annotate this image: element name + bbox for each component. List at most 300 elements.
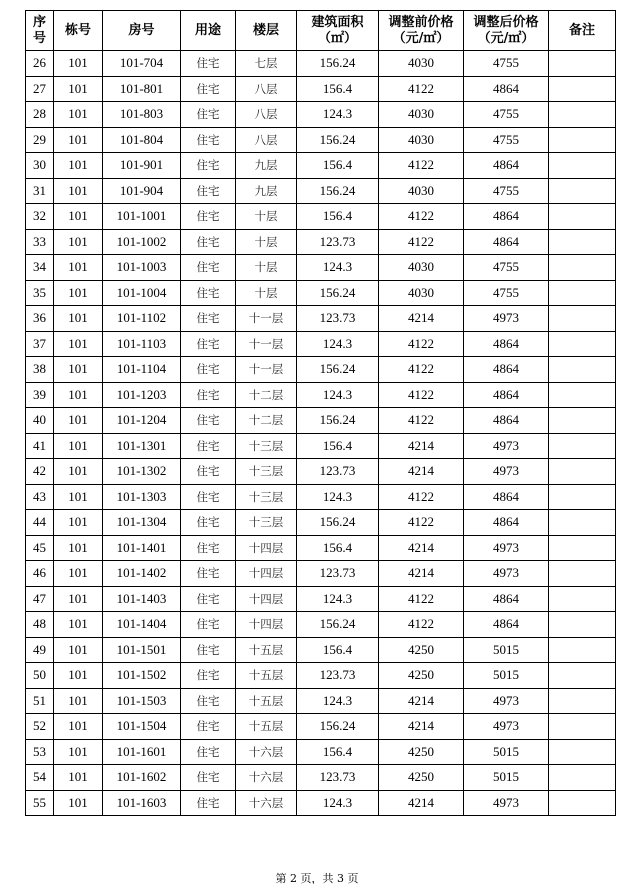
header-room <box>103 11 181 51</box>
cell-building: 101 <box>54 586 103 612</box>
cell-floor: 十三层 <box>236 433 297 459</box>
cell-seq: 48 <box>26 612 54 638</box>
cell-price-after: 5015 <box>464 637 549 663</box>
cell-price-after: 4864 <box>464 76 549 102</box>
cell-remark <box>549 357 616 383</box>
cell-building: 101 <box>54 280 103 306</box>
cell-building: 101 <box>54 331 103 357</box>
table-row <box>26 484 616 510</box>
cell-building: 101 <box>54 765 103 791</box>
cell-building: 101 <box>54 459 103 485</box>
cell-room: 101-901 <box>103 153 181 179</box>
cell-building: 101 <box>54 612 103 638</box>
cell-price-before: 4250 <box>379 637 464 663</box>
cell-floor: 十三层 <box>236 510 297 536</box>
cell-building: 101 <box>54 408 103 434</box>
cell-building: 101 <box>54 739 103 765</box>
cell-room: 101-1204 <box>103 408 181 434</box>
cell-room: 101-1602 <box>103 765 181 791</box>
cell-building: 101 <box>54 535 103 561</box>
cell-room: 101-1502 <box>103 663 181 689</box>
cell-use: 住宅 <box>181 280 236 306</box>
table-row <box>26 229 616 255</box>
cell-price-before: 4122 <box>379 76 464 102</box>
cell-price-after: 4864 <box>464 586 549 612</box>
cell-floor: 十五层 <box>236 688 297 714</box>
table-row <box>26 688 616 714</box>
cell-use: 住宅 <box>181 561 236 587</box>
cell-seq: 50 <box>26 663 54 689</box>
cell-use: 住宅 <box>181 408 236 434</box>
cell-price-after: 4864 <box>464 382 549 408</box>
cell-room: 101-1603 <box>103 790 181 816</box>
cell-area: 156.24 <box>297 612 379 638</box>
cell-floor: 十六层 <box>236 739 297 765</box>
cell-use: 住宅 <box>181 382 236 408</box>
cell-seq: 47 <box>26 586 54 612</box>
cell-building: 101 <box>54 433 103 459</box>
cell-floor: 十六层 <box>236 765 297 791</box>
cell-use: 住宅 <box>181 612 236 638</box>
table-row <box>26 357 616 383</box>
cell-building: 101 <box>54 790 103 816</box>
cell-price-before: 4122 <box>379 408 464 434</box>
cell-seq: 54 <box>26 765 54 791</box>
table-row <box>26 433 616 459</box>
cell-price-after: 4864 <box>464 484 549 510</box>
cell-remark <box>549 739 616 765</box>
cell-price-after: 4864 <box>464 153 549 179</box>
cell-room: 101-1003 <box>103 255 181 281</box>
cell-seq: 55 <box>26 790 54 816</box>
header-area <box>297 11 379 51</box>
cell-seq: 43 <box>26 484 54 510</box>
cell-seq: 27 <box>26 76 54 102</box>
cell-price-before: 4122 <box>379 204 464 230</box>
cell-price-after: 4973 <box>464 561 549 587</box>
cell-price-before: 4030 <box>379 280 464 306</box>
cell-area: 156.4 <box>297 204 379 230</box>
cell-price-before: 4122 <box>379 357 464 383</box>
header-line: 序 <box>32 14 46 30</box>
cell-building: 101 <box>54 637 103 663</box>
cell-floor: 十一层 <box>236 331 297 357</box>
cell-building: 101 <box>54 76 103 102</box>
cell-use: 住宅 <box>181 739 236 765</box>
cell-seq: 51 <box>26 688 54 714</box>
cell-floor: 八层 <box>236 102 297 128</box>
cell-building: 101 <box>54 153 103 179</box>
cell-use: 住宅 <box>181 127 236 153</box>
cell-price-after: 4864 <box>464 612 549 638</box>
cell-room: 101-804 <box>103 127 181 153</box>
cell-seq: 26 <box>26 51 54 77</box>
cell-remark <box>549 204 616 230</box>
cell-remark <box>549 76 616 102</box>
table-row <box>26 714 616 740</box>
cell-price-before: 4122 <box>379 331 464 357</box>
cell-price-after: 5015 <box>464 765 549 791</box>
cell-seq: 34 <box>26 255 54 281</box>
table-row <box>26 612 616 638</box>
header-line: 备注 <box>568 22 595 38</box>
cell-remark <box>549 51 616 77</box>
cell-price-after: 5015 <box>464 663 549 689</box>
cell-use: 住宅 <box>181 331 236 357</box>
cell-room: 101-1601 <box>103 739 181 765</box>
cell-area: 123.73 <box>297 459 379 485</box>
page-number-footer: 第 2 页，共 3 页 <box>275 872 359 884</box>
cell-use: 住宅 <box>181 790 236 816</box>
header-remark <box>549 11 616 51</box>
cell-building: 101 <box>54 127 103 153</box>
table-row <box>26 408 616 434</box>
cell-remark <box>549 612 616 638</box>
header-line: 号 <box>32 30 46 46</box>
cell-remark <box>549 535 616 561</box>
header-line: 楼层 <box>252 22 279 38</box>
cell-price-before: 4122 <box>379 153 464 179</box>
header-line: 房号 <box>128 22 155 38</box>
cell-room: 101-1102 <box>103 306 181 332</box>
header-line: 调整前价格 <box>388 14 454 30</box>
cell-use: 住宅 <box>181 433 236 459</box>
cell-room: 101-801 <box>103 76 181 102</box>
cell-floor: 十二层 <box>236 408 297 434</box>
header-floor <box>236 11 297 51</box>
table-row <box>26 790 616 816</box>
cell-remark <box>549 102 616 128</box>
cell-price-after: 4755 <box>464 280 549 306</box>
cell-room: 101-1503 <box>103 688 181 714</box>
cell-remark <box>549 663 616 689</box>
cell-remark <box>549 153 616 179</box>
cell-remark <box>549 765 616 791</box>
table-row <box>26 127 616 153</box>
cell-use: 住宅 <box>181 663 236 689</box>
cell-building: 101 <box>54 204 103 230</box>
cell-area: 156.4 <box>297 535 379 561</box>
cell-area: 156.24 <box>297 510 379 536</box>
cell-room: 101-1104 <box>103 357 181 383</box>
table-row <box>26 459 616 485</box>
header-price-after <box>464 11 549 51</box>
cell-price-before: 4030 <box>379 102 464 128</box>
cell-remark <box>549 433 616 459</box>
cell-use: 住宅 <box>181 76 236 102</box>
cell-floor: 十层 <box>236 229 297 255</box>
cell-area: 124.3 <box>297 255 379 281</box>
cell-price-before: 4122 <box>379 510 464 536</box>
table-body <box>26 51 616 816</box>
cell-use: 住宅 <box>181 510 236 536</box>
cell-room: 101-1004 <box>103 280 181 306</box>
cell-area: 123.73 <box>297 765 379 791</box>
cell-building: 101 <box>54 510 103 536</box>
cell-use: 住宅 <box>181 306 236 332</box>
cell-room: 101-1403 <box>103 586 181 612</box>
cell-use: 住宅 <box>181 637 236 663</box>
cell-room: 101-1103 <box>103 331 181 357</box>
cell-price-before: 4122 <box>379 484 464 510</box>
cell-remark <box>549 688 616 714</box>
cell-price-after: 4864 <box>464 331 549 357</box>
cell-remark <box>549 561 616 587</box>
table-row <box>26 663 616 689</box>
cell-use: 住宅 <box>181 765 236 791</box>
table-header-row <box>26 11 616 51</box>
cell-price-after: 4973 <box>464 688 549 714</box>
cell-remark <box>549 790 616 816</box>
cell-area: 124.3 <box>297 382 379 408</box>
table-row <box>26 535 616 561</box>
cell-area: 156.24 <box>297 127 379 153</box>
table-row <box>26 739 616 765</box>
cell-price-before: 4030 <box>379 178 464 204</box>
cell-price-after: 4864 <box>464 357 549 383</box>
cell-remark <box>549 178 616 204</box>
cell-price-before: 4250 <box>379 739 464 765</box>
cell-price-after: 4973 <box>464 535 549 561</box>
cell-area: 156.4 <box>297 76 379 102</box>
cell-remark <box>549 280 616 306</box>
cell-building: 101 <box>54 357 103 383</box>
cell-floor: 十一层 <box>236 357 297 383</box>
cell-floor: 八层 <box>236 76 297 102</box>
cell-remark <box>549 586 616 612</box>
cell-price-after: 4755 <box>464 51 549 77</box>
header-building <box>54 11 103 51</box>
cell-seq: 31 <box>26 178 54 204</box>
cell-price-after: 4755 <box>464 127 549 153</box>
table-row <box>26 153 616 179</box>
table-row <box>26 765 616 791</box>
header-line: 用途 <box>194 22 221 38</box>
cell-use: 住宅 <box>181 535 236 561</box>
cell-remark <box>549 255 616 281</box>
cell-building: 101 <box>54 561 103 587</box>
cell-floor: 十四层 <box>236 612 297 638</box>
price-adjustment-table <box>25 10 616 816</box>
header-price-before <box>379 11 464 51</box>
cell-floor: 十层 <box>236 204 297 230</box>
cell-price-before: 4214 <box>379 561 464 587</box>
cell-price-before: 4030 <box>379 51 464 77</box>
cell-area: 156.4 <box>297 637 379 663</box>
cell-area: 124.3 <box>297 331 379 357</box>
cell-seq: 44 <box>26 510 54 536</box>
cell-remark <box>549 306 616 332</box>
cell-remark <box>549 127 616 153</box>
cell-seq: 40 <box>26 408 54 434</box>
cell-room: 101-1501 <box>103 637 181 663</box>
cell-use: 住宅 <box>181 459 236 485</box>
table-row <box>26 306 616 332</box>
cell-price-before: 4122 <box>379 382 464 408</box>
cell-price-before: 4214 <box>379 714 464 740</box>
cell-area: 156.4 <box>297 153 379 179</box>
cell-floor: 九层 <box>236 153 297 179</box>
cell-room: 101-1302 <box>103 459 181 485</box>
cell-building: 101 <box>54 663 103 689</box>
cell-price-after: 4755 <box>464 102 549 128</box>
cell-seq: 45 <box>26 535 54 561</box>
cell-seq: 41 <box>26 433 54 459</box>
cell-area: 156.24 <box>297 178 379 204</box>
table-row <box>26 510 616 536</box>
cell-seq: 37 <box>26 331 54 357</box>
cell-room: 101-704 <box>103 51 181 77</box>
cell-use: 住宅 <box>181 178 236 204</box>
table-row <box>26 102 616 128</box>
cell-room: 101-1404 <box>103 612 181 638</box>
cell-floor: 八层 <box>236 127 297 153</box>
header-seq <box>26 11 54 51</box>
cell-seq: 46 <box>26 561 54 587</box>
cell-price-after: 4864 <box>464 408 549 434</box>
cell-use: 住宅 <box>181 51 236 77</box>
cell-seq: 36 <box>26 306 54 332</box>
cell-price-after: 4864 <box>464 204 549 230</box>
cell-floor: 九层 <box>236 178 297 204</box>
cell-seq: 49 <box>26 637 54 663</box>
cell-area: 123.73 <box>297 561 379 587</box>
cell-seq: 39 <box>26 382 54 408</box>
cell-floor: 十五层 <box>236 637 297 663</box>
cell-area: 156.24 <box>297 714 379 740</box>
cell-floor: 十四层 <box>236 586 297 612</box>
cell-use: 住宅 <box>181 586 236 612</box>
cell-area: 123.73 <box>297 229 379 255</box>
cell-price-after: 4864 <box>464 510 549 536</box>
cell-building: 101 <box>54 484 103 510</box>
cell-building: 101 <box>54 688 103 714</box>
cell-floor: 十层 <box>236 255 297 281</box>
table-row <box>26 637 616 663</box>
cell-area: 156.24 <box>297 280 379 306</box>
cell-room: 101-1001 <box>103 204 181 230</box>
cell-use: 住宅 <box>181 484 236 510</box>
cell-building: 101 <box>54 51 103 77</box>
table-row <box>26 280 616 306</box>
cell-area: 124.3 <box>297 688 379 714</box>
header-use <box>181 11 236 51</box>
cell-seq: 38 <box>26 357 54 383</box>
header-line: （元/㎡） <box>477 30 535 46</box>
cell-area: 123.73 <box>297 663 379 689</box>
table-row <box>26 255 616 281</box>
header-line: 调整后价格 <box>473 14 539 30</box>
cell-price-after: 4973 <box>464 714 549 740</box>
cell-floor: 十三层 <box>236 484 297 510</box>
cell-price-after: 4973 <box>464 433 549 459</box>
cell-use: 住宅 <box>181 255 236 281</box>
cell-seq: 28 <box>26 102 54 128</box>
cell-building: 101 <box>54 102 103 128</box>
cell-price-before: 4030 <box>379 255 464 281</box>
cell-seq: 42 <box>26 459 54 485</box>
cell-price-before: 4214 <box>379 535 464 561</box>
cell-building: 101 <box>54 178 103 204</box>
cell-room: 101-1301 <box>103 433 181 459</box>
cell-remark <box>549 484 616 510</box>
cell-room: 101-1002 <box>103 229 181 255</box>
cell-seq: 35 <box>26 280 54 306</box>
cell-seq: 32 <box>26 204 54 230</box>
cell-price-before: 4250 <box>379 663 464 689</box>
cell-floor: 十五层 <box>236 714 297 740</box>
cell-area: 156.4 <box>297 433 379 459</box>
cell-seq: 53 <box>26 739 54 765</box>
header-line: 建筑面积 <box>311 14 364 30</box>
cell-remark <box>549 408 616 434</box>
cell-price-before: 4250 <box>379 765 464 791</box>
cell-room: 101-1203 <box>103 382 181 408</box>
cell-remark <box>549 382 616 408</box>
cell-remark <box>549 459 616 485</box>
cell-area: 124.3 <box>297 790 379 816</box>
cell-price-before: 4122 <box>379 612 464 638</box>
cell-area: 156.4 <box>297 739 379 765</box>
cell-floor: 十一层 <box>236 306 297 332</box>
cell-price-after: 4973 <box>464 790 549 816</box>
cell-price-after: 5015 <box>464 739 549 765</box>
cell-building: 101 <box>54 714 103 740</box>
cell-floor: 十四层 <box>236 561 297 587</box>
cell-seq: 52 <box>26 714 54 740</box>
cell-floor: 七层 <box>236 51 297 77</box>
table-row <box>26 178 616 204</box>
cell-room: 101-1504 <box>103 714 181 740</box>
cell-seq: 29 <box>26 127 54 153</box>
cell-area: 156.24 <box>297 408 379 434</box>
cell-use: 住宅 <box>181 153 236 179</box>
cell-area: 156.24 <box>297 357 379 383</box>
cell-room: 101-803 <box>103 102 181 128</box>
cell-area: 124.3 <box>297 102 379 128</box>
cell-price-before: 4214 <box>379 433 464 459</box>
table-row <box>26 204 616 230</box>
cell-use: 住宅 <box>181 688 236 714</box>
cell-building: 101 <box>54 255 103 281</box>
cell-use: 住宅 <box>181 229 236 255</box>
cell-price-before: 4214 <box>379 688 464 714</box>
cell-remark <box>549 714 616 740</box>
table-row <box>26 331 616 357</box>
cell-floor: 十五层 <box>236 663 297 689</box>
cell-room: 101-1304 <box>103 510 181 536</box>
header-line: 栋号 <box>64 22 91 38</box>
table-row <box>26 382 616 408</box>
cell-area: 124.3 <box>297 586 379 612</box>
cell-area: 124.3 <box>297 484 379 510</box>
cell-area: 156.24 <box>297 51 379 77</box>
cell-remark <box>549 331 616 357</box>
cell-area: 123.73 <box>297 306 379 332</box>
cell-seq: 30 <box>26 153 54 179</box>
table-row <box>26 561 616 587</box>
cell-room: 101-1401 <box>103 535 181 561</box>
cell-remark <box>549 637 616 663</box>
cell-floor: 十四层 <box>236 535 297 561</box>
cell-price-before: 4122 <box>379 586 464 612</box>
cell-room: 101-1303 <box>103 484 181 510</box>
cell-floor: 十六层 <box>236 790 297 816</box>
cell-building: 101 <box>54 382 103 408</box>
cell-seq: 33 <box>26 229 54 255</box>
cell-floor: 十二层 <box>236 382 297 408</box>
cell-price-before: 4030 <box>379 127 464 153</box>
